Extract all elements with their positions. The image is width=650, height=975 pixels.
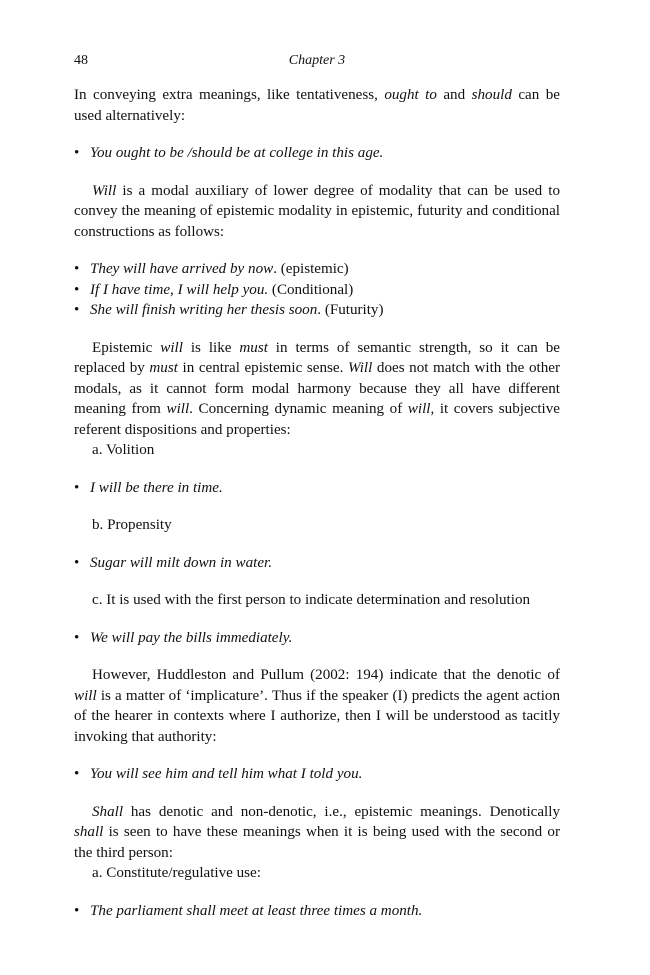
list-item: • You ought to be /should be at college in this age. — [74, 143, 560, 164]
list-item: • We will pay the bills immediately. — [74, 628, 560, 649]
sub-heading: b. Propensity — [92, 517, 172, 533]
paragraph: Epistemic will is like must in terms of semantic strength, so it can be replaced by must in central epistemic sense. Will does not match with the other modals, as it cannot form modal harmony because they all have different meaning from will. Concerning dynamic meaning of will, it covers subjective referent dispositions and properties: — [74, 339, 560, 438]
list-item: • Sugar will milt down in water. — [74, 553, 560, 574]
paragraph: Shall has denotic and non-denotic, i.e., epistemic meanings. Denotically shall is seen to have these meanings when it is being used with the second or the third person: — [74, 803, 560, 861]
list-item: • I will be there in time. — [74, 478, 560, 499]
sub-heading: a. Volition — [92, 442, 155, 458]
sub-heading: c. It is used with the first person to indicate determination and resolution — [92, 592, 531, 608]
page-header — [74, 53, 560, 71]
list-item: • You will see him and tell him what I told you. — [74, 764, 560, 785]
example-list — [74, 628, 560, 649]
paragraph: In conveying extra meanings, like tentativeness, ought to and should can be used alternatively: — [74, 87, 560, 124]
example-list — [74, 143, 560, 164]
example-list — [74, 764, 560, 785]
example-list — [74, 478, 560, 499]
example-list — [74, 901, 560, 922]
running-head: Chapter 3 — [288, 53, 346, 68]
list-item: • They will have arrived by now. (epistemic) — [74, 259, 560, 280]
body-text — [74, 85, 560, 921]
example-list — [74, 259, 560, 321]
sub-heading: a. Constitute/regulative use: — [92, 865, 261, 881]
list-item: • She will finish writing her thesis soon. (Futurity) — [74, 300, 560, 321]
list-item: • The parliament shall meet at least three times a month. — [74, 901, 560, 922]
paragraph: However, Huddleston and Pullum (2002: 194) indicate that the denotic of will is a matter of ‘implicature’. Thus if the speaker (I) predicts the agent action of the hearer in contexts where I authorize, then I will be understood as tacitly invoking that authority: — [74, 667, 560, 745]
list-item: • If I have time, I will help you. (Conditional) — [74, 280, 560, 301]
page-number: 48 — [74, 53, 88, 68]
paragraph: Will is a modal auxiliary of lower degree of modality that can be used to convey the meaning of epistemic modality in epistemic, futurity and conditional constructions as follows: — [74, 182, 560, 240]
example-list — [74, 553, 560, 574]
